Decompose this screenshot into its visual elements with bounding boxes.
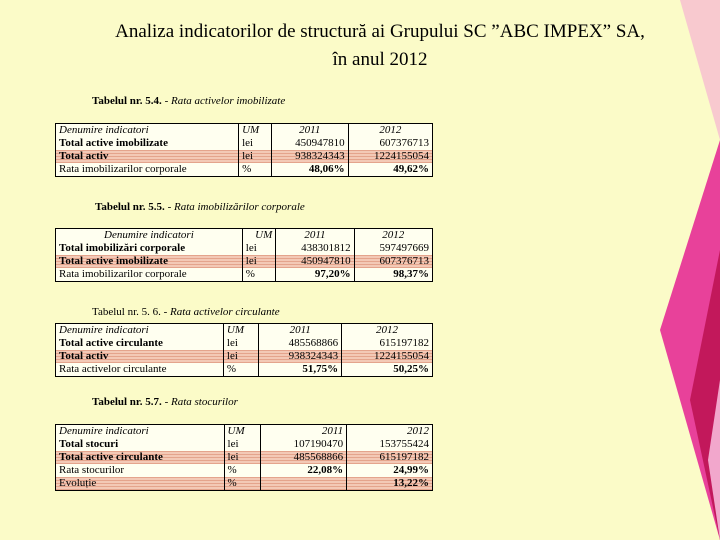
table-row: Rata imobilizarilor corporale % 48,06% 49,62% (56, 163, 433, 177)
page-title (60, 18, 700, 74)
table-row: Rata imobilizarilor corporale % 97,20% 98,37% (56, 268, 433, 282)
table-header-row: Denumire indicatori UM 2011 2012 (56, 425, 433, 439)
table-row: Total active circulante lei 485568866 615197182 (56, 451, 433, 464)
table-caption-5-5: Tabelul nr. 5.5. - Rata imobilizărilor corporale (95, 201, 305, 213)
table-header-row: Denumire indicatori UM 2011 2012 (56, 124, 433, 138)
table-caption-5-4: Tabelul nr. 5.4. - Rata activelor imobilizate (92, 95, 286, 107)
decorative-side-shapes (620, 0, 720, 540)
table-row: Total active imobilizate lei 450947810 607376713 (56, 255, 433, 268)
table-row: Total activ lei 938324343 1224155054 (56, 350, 433, 363)
table-row: Evoluție % 13,22% (56, 477, 433, 491)
table-caption-5-6: Tabelul nr. 5. 6. - Rata activelor circulante (92, 306, 280, 318)
table-row: Rata activelor circulante % 51,75% 50,25% (56, 363, 433, 377)
table-row: Total active imobilizate lei 450947810 607376713 (56, 137, 433, 150)
table-5-7 (55, 424, 433, 491)
table-row: Total active circulante lei 485568866 615197182 (56, 337, 433, 350)
table-5-4 (55, 123, 433, 177)
table-row: Total stocuri lei 107190470 153755424 (56, 438, 433, 451)
table-5-6 (55, 323, 433, 377)
table-caption-5-7: Tabelul nr. 5.7. - Rata stocurilor (92, 396, 238, 408)
table-5-5 (55, 228, 433, 282)
title-line-1: Analiza indicatorilor de structură ai Grupului SC ”ABC IMPEX” SA, (115, 21, 645, 42)
table-row: Total activ lei 938324343 1224155054 (56, 150, 433, 163)
title-line-2: în anul 2012 (332, 49, 428, 70)
table-row: Rata stocurilor % 22,08% 24,99% (56, 464, 433, 477)
table-row: Total imobilizări corporale lei 438301812 597497669 (56, 242, 433, 255)
table-header-row: Denumire indicatori UM 2011 2012 (56, 229, 433, 243)
table-header-row: Denumire indicatori UM 2011 2012 (56, 324, 433, 338)
